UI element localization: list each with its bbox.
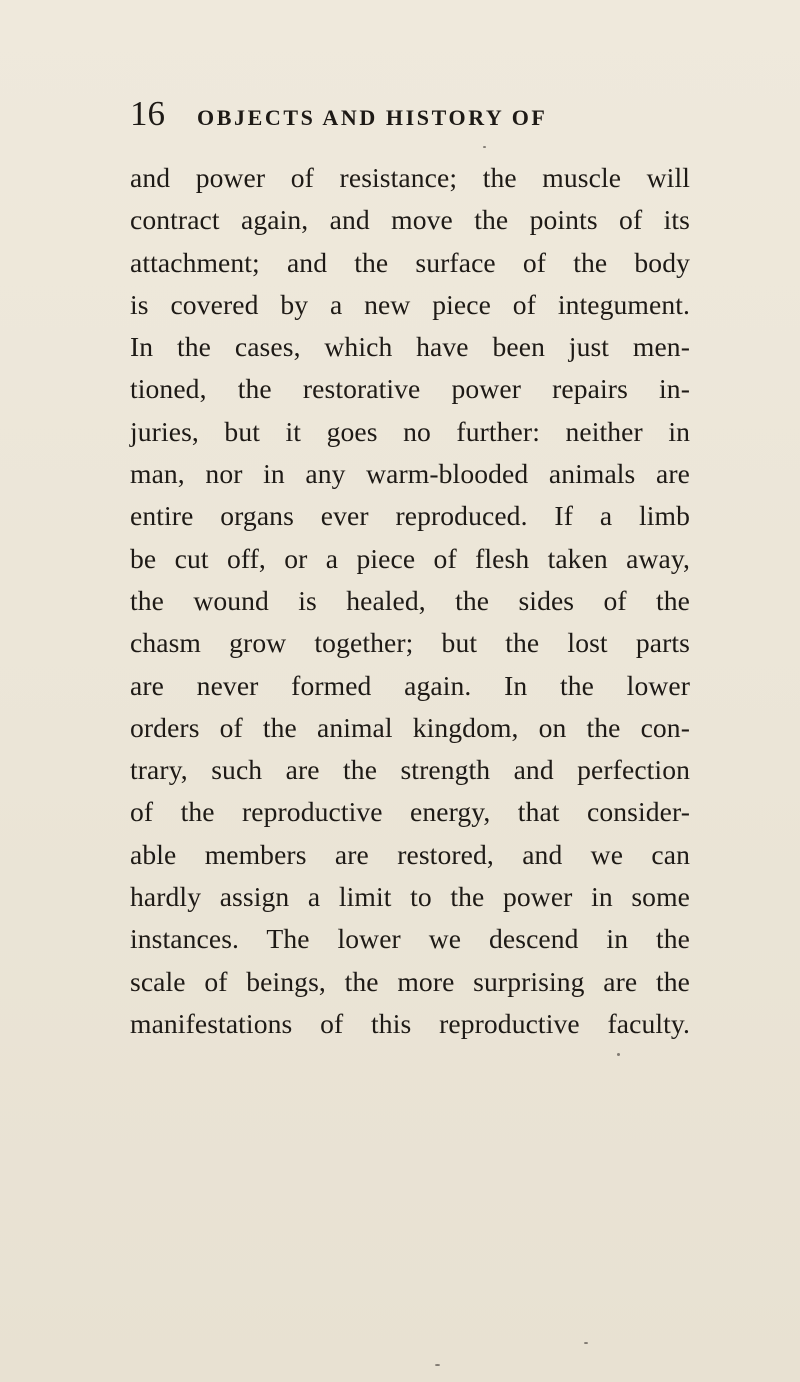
text-line: chasm grow together; but the lost parts bbox=[130, 627, 690, 659]
running-head bbox=[130, 94, 690, 144]
text-line: juries, but it goes no further: neither in bbox=[130, 415, 690, 447]
text-line: manifestations of this reproductive faculty. bbox=[130, 1007, 690, 1039]
text-line: is covered by a new piece of integument. bbox=[130, 288, 690, 320]
text-line: scale of beings, the more surprising are the bbox=[130, 965, 690, 997]
text-line: the wound is healed, the sides of the bbox=[130, 584, 690, 616]
text-line: entire organs ever reproduced. If a limb bbox=[130, 500, 690, 532]
body-text bbox=[130, 157, 690, 1045]
print-speck bbox=[435, 1364, 440, 1366]
text-line: attachment; and the surface of the body bbox=[130, 246, 690, 278]
text-line: In the cases, which have been just men- bbox=[130, 331, 690, 363]
text-line: contract again, and move the points of its bbox=[130, 204, 690, 236]
print-speck bbox=[617, 1053, 620, 1056]
print-speck bbox=[483, 146, 486, 148]
page-number: 16 bbox=[130, 94, 165, 133]
text-line: able members are restored, and we can bbox=[130, 838, 690, 870]
text-line: instances. The lower we descend in the bbox=[130, 923, 690, 955]
text-line: orders of the animal kingdom, on the con- bbox=[130, 711, 690, 743]
running-title: OBJECTS AND HISTORY OF bbox=[197, 105, 548, 130]
text-line: hardly assign a limit to the power in some bbox=[130, 881, 690, 913]
text-line: and power of resistance; the muscle will bbox=[130, 162, 690, 193]
text-line: are never formed again. In the lower bbox=[130, 669, 690, 701]
print-speck bbox=[584, 1342, 588, 1344]
text-line: be cut off, or a piece of flesh taken away, bbox=[130, 542, 690, 574]
text-line: trary, such are the strength and perfection bbox=[130, 754, 690, 786]
text-line: man, nor in any warm-blooded animals are bbox=[130, 458, 690, 490]
text-line: of the reproductive energy, that consider- bbox=[130, 796, 690, 828]
text-line: tioned, the restorative power repairs in- bbox=[130, 373, 690, 405]
